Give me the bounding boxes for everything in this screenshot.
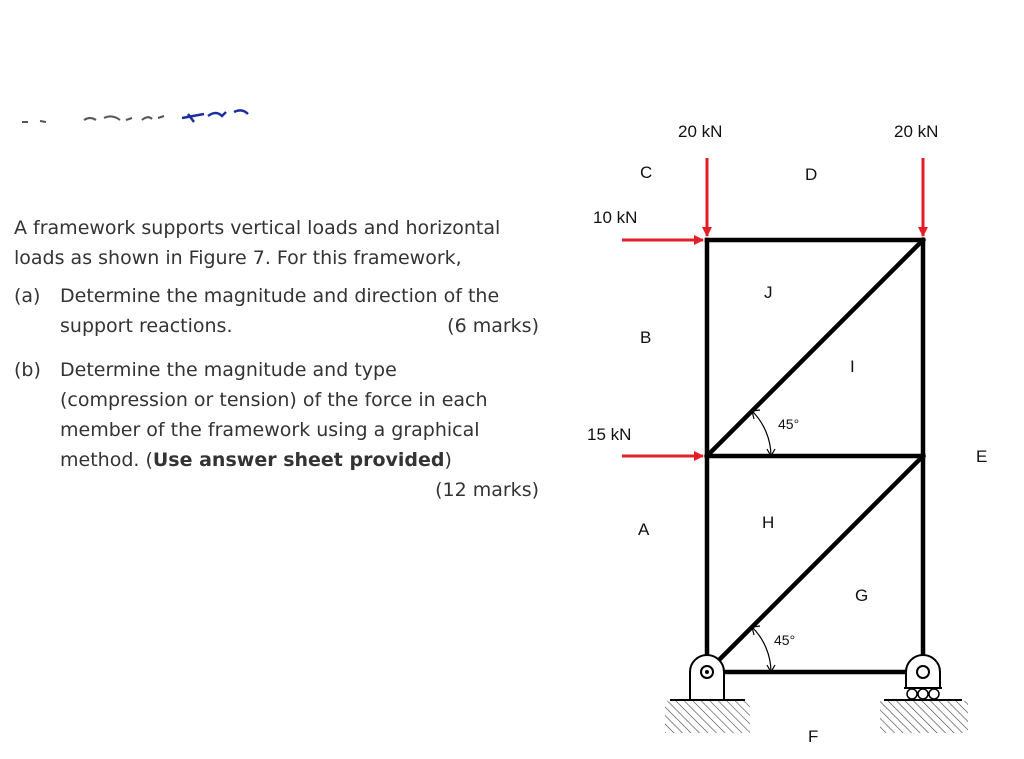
part-a-marks: (6 marks) [447,315,539,337]
space-label-j: J [764,283,773,302]
space-label-d: D [805,165,818,184]
frame-members [707,240,923,672]
load-label-top-horizontal: 10 kN [593,208,638,227]
intro-line-2: loads as shown in Figure 7. For this framework, [14,247,462,269]
part-a-line-2: support reactions. [60,315,233,337]
roller-support-right [880,655,968,733]
angle-label-lower: 45° [774,632,796,648]
angle-label-upper: 45° [778,416,800,432]
space-label-i: I [850,357,855,376]
part-b-line-3: member of the framework using a graphical [60,419,480,441]
space-label-f: F [808,727,819,746]
space-label-e: E [976,447,988,466]
load-arrows [622,158,923,456]
space-label-c: C [640,163,653,182]
part-b-label: (b) [14,359,41,381]
part-b-line-4: method. (Use answer sheet provided) [60,449,452,471]
angle-arc-lower [752,627,771,672]
part-b-line-2: (compression or tension) of the force in each [60,389,488,411]
part-a-line-1: Determine the magnitude and direction of the [60,285,500,307]
part-b-marks: (12 marks) [435,479,539,501]
intro-line-1: A framework supports vertical loads and horizontal [14,217,501,239]
angle-arc-upper [752,411,771,456]
answer-sheet-note: Use answer sheet provided [152,449,445,471]
load-label-top-left: 20 kN [678,122,723,141]
space-label-b: B [640,328,652,347]
pin-support-left [665,655,750,733]
member-diagonal-lower [707,456,923,672]
part-a-label: (a) [14,285,41,307]
part-b-line-1: Determine the magnitude and type [60,359,397,381]
load-label-top-right: 20 kN [894,122,939,141]
space-label-g: G [855,586,869,605]
member-diagonal-upper [707,240,923,456]
load-label-middle-horizontal: 15 kN [587,425,632,444]
angle-arcs [752,410,775,672]
space-label-h: H [762,513,775,532]
space-label-a: A [638,520,650,539]
